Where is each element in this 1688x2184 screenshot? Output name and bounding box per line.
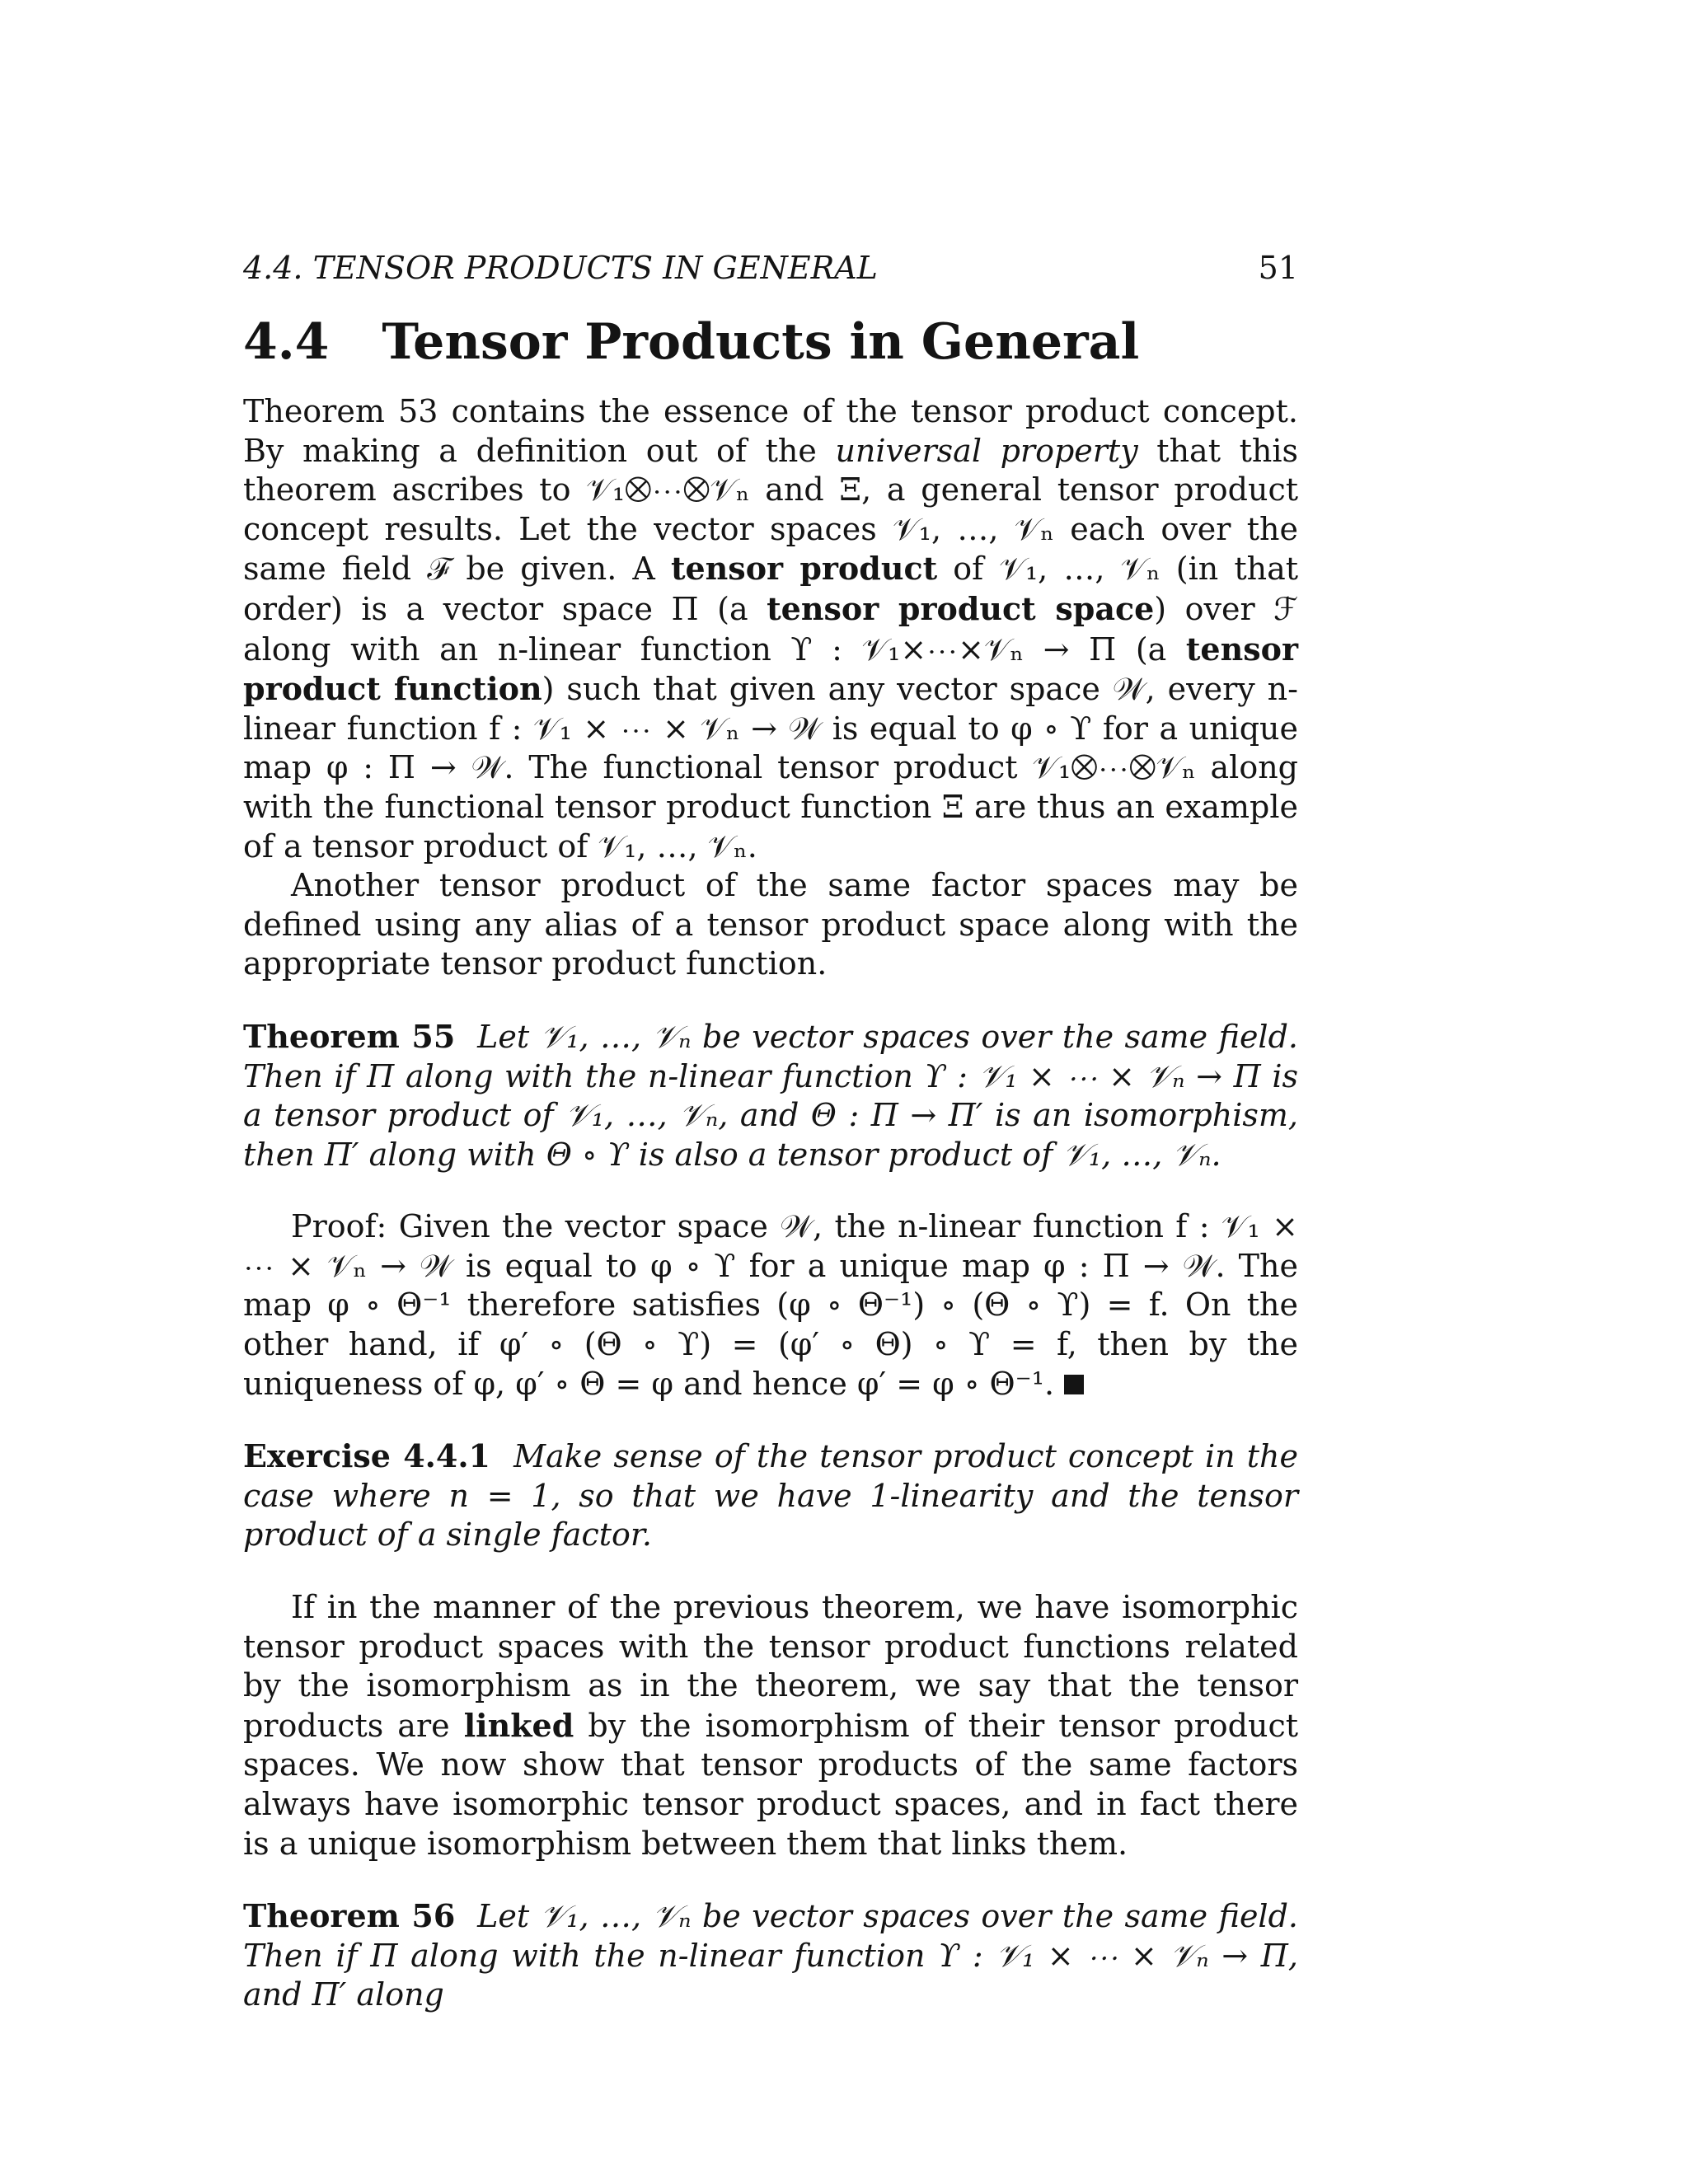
emphasis-universal-property: universal property (835, 432, 1138, 469)
term-tensor-product-space: tensor product space (767, 589, 1155, 627)
para3-text-1: If in the manner of the previous theorem, we have isomorphic tensor product spaces with the tensor product functions related by the isomorphism as in the theorem, we say that the tensor products are (243, 1589, 1298, 1744)
section-title: Tensor Products in General (382, 313, 1140, 371)
linked-paragraph (243, 1588, 1298, 1863)
intro-paragraph (243, 392, 1298, 866)
term-tensor-product: tensor product (670, 550, 938, 588)
running-head-title: 4.4. TENSOR PRODUCTS IN GENERAL (243, 250, 878, 286)
exercise-4-4-1 (243, 1436, 1298, 1555)
qed-square-icon (1064, 1375, 1084, 1394)
theorem-56-statement: Let 𝒱₁, …, 𝒱ₙ be vector spaces over the same field. Then if Π along with the n-linear function ϒ : 𝒱₁ × ⋯ × 𝒱ₙ → Π, and Π′ along (243, 1898, 1298, 2013)
term-tensor-product-function: tensor product function (243, 630, 1298, 708)
para3-text-3: by the isomorphism of their tensor product spaces. We now show that tensor products of the same factors always have isomorphic tensor product spaces, and in fact there is a unique isomorphism between them that links them. (243, 1707, 1298, 1862)
para1-text-1: Theorem 53 contains the essence of the tensor product concept. By making a definition out of the (243, 393, 1298, 469)
running-head (243, 247, 1298, 288)
alias-paragraph: Another tensor product of the same factor spaces may be defined using any alias of a tensor product space along with the appropriate tensor product function. (243, 867, 1298, 982)
para1-text-9: ) such that given any vector space 𝒲, every n-linear function f : 𝒱₁ × ⋯ × 𝒱ₙ → 𝒲 is equal to φ ∘ ϒ for a unique map φ : Π → 𝒲. The functional tensor product 𝒱₁⨂⋯⨂𝒱ₙ along with the functional tensor product function Ξ are thus an example of a tensor product of 𝒱₁, …, 𝒱ₙ. (243, 671, 1298, 865)
proof-text: Proof: Given the vector space 𝒲, the n-linear function f : 𝒱₁ × ⋯ × 𝒱ₙ → 𝒲 is equal to φ ∘ ϒ for a unique map φ : Π → 𝒲. The map φ ∘ Θ⁻¹ therefore satisfies (φ ∘ Θ⁻¹) ∘ (Θ ∘ ϒ) = f. On the other hand, if φ′ ∘ (Θ ∘ ϒ) = (φ′ ∘ Θ) ∘ ϒ = f, then by the uniqueness of φ, φ′ ∘ Θ = φ and hence φ′ = φ ∘ Θ⁻¹. (243, 1208, 1298, 1402)
theorem-56 (243, 1896, 1298, 2015)
term-linked: linked (463, 1706, 574, 1744)
para1-text-3: that this theorem ascribes to 𝒱₁⨂⋯⨂𝒱ₙ and Ξ, a general tensor product concept results. Let the vector spaces 𝒱₁, …, 𝒱ₙ each over the same field ℱ be given. A (243, 432, 1298, 588)
section-number: 4.4 (243, 313, 330, 371)
para1-text-7: ) over ℱ along with an n-linear function ϒ : 𝒱₁×⋯×𝒱ₙ → Π (a (243, 590, 1298, 668)
proof-paragraph (243, 1207, 1298, 1404)
page (243, 247, 1298, 2015)
theorem-55-statement: Let 𝒱₁, …, 𝒱ₙ be vector spaces over the same field. Then if Π along with the n-linear function ϒ : 𝒱₁ × ⋯ × 𝒱ₙ → Π is a tensor product of 𝒱₁, …, 𝒱ₙ, and Θ : Π → Π′ is an isomorphism, then Π′ along with Θ ∘ ϒ is also a tensor product of 𝒱₁, …, 𝒱ₙ. (243, 1018, 1298, 1173)
page-number: 51 (1258, 250, 1298, 286)
theorem-55-label: Theorem 55 (243, 1017, 456, 1055)
theorem-55 (243, 1017, 1298, 1174)
exercise-label: Exercise 4.4.1 (243, 1437, 490, 1475)
theorem-56-label: Theorem 56 (243, 1897, 456, 1935)
exercise-statement: Make sense of the tensor product concept in the case where n = 1, so that we have 1-linearity and the tensor product of a single factor. (243, 1438, 1298, 1554)
section-heading (243, 310, 1298, 374)
para1-text-5: of 𝒱₁, …, 𝒱ₙ (in that order) is a vector space Π (a (243, 551, 1298, 627)
